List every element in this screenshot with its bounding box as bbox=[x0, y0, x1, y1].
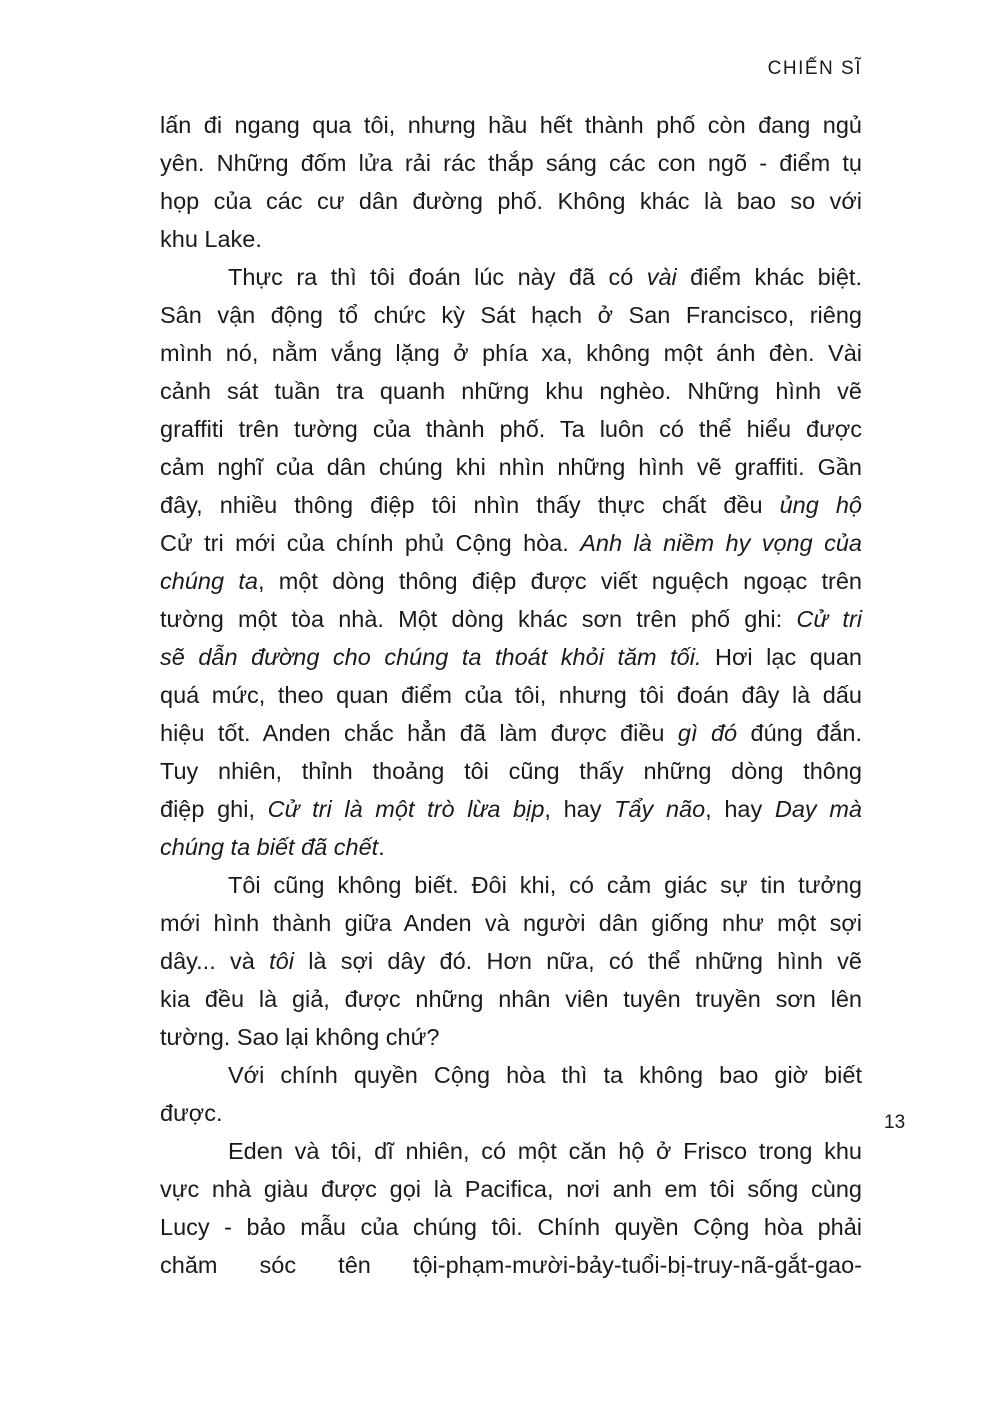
page-number: 13 bbox=[884, 1112, 906, 1133]
text-segment: . bbox=[378, 834, 385, 860]
italic-text: gì đó bbox=[677, 720, 738, 746]
text-line bbox=[160, 866, 862, 904]
text-segment: graffiti trên tường của thành phố. Ta luôn có thể hiểu được bbox=[160, 416, 862, 442]
text-segment: , hay bbox=[544, 796, 615, 822]
italic-text: Day mà bbox=[774, 796, 862, 822]
text-segment: cảm nghĩ của dân chúng khi nhìn những hình vẽ graffiti. Gần bbox=[160, 454, 862, 480]
text-line bbox=[160, 220, 862, 258]
text-segment: Tuy nhiên, thỉnh thoảng tôi cũng thấy những dòng thông bbox=[160, 758, 862, 784]
italic-text: Cử tri là một trò lừa bịp bbox=[267, 796, 545, 822]
text-line bbox=[160, 600, 862, 638]
text-segment: Với chính quyền Cộng hòa thì ta không bao giờ biết bbox=[228, 1062, 862, 1088]
text-segment: tường. Sao lại không chứ? bbox=[160, 1024, 440, 1050]
text-line bbox=[160, 334, 862, 372]
text-line bbox=[160, 638, 862, 676]
text-segment: quá mức, theo quan điểm của tôi, nhưng tôi đoán đây là dấu bbox=[160, 682, 862, 708]
italic-text: Anh là niềm hy vọng của bbox=[580, 530, 862, 556]
italic-text: Tẩy não bbox=[614, 796, 706, 822]
text-segment: được. bbox=[160, 1100, 223, 1126]
text-segment: khu Lake. bbox=[160, 226, 262, 252]
text-segment: họp của các cư dân đường phố. Không khác là bao so với bbox=[160, 188, 862, 214]
text-segment: Eden và tôi, dĩ nhiên, có một căn hộ ở Frisco trong khu bbox=[228, 1138, 862, 1164]
text-segment: Lucy - bảo mẫu của chúng tôi. Chính quyền Cộng hòa phải bbox=[160, 1214, 862, 1240]
italic-text: Cử tri bbox=[796, 606, 862, 632]
italic-text: chúng ta bbox=[160, 568, 258, 594]
text-line bbox=[160, 1056, 862, 1094]
italic-text: ủng hộ bbox=[779, 492, 862, 518]
text-segment: điệp ghi, bbox=[160, 796, 268, 822]
italic-text: tôi bbox=[269, 948, 294, 974]
text-segment: vực nhà giàu được gọi là Pacifica, nơi anh em tôi sống cùng bbox=[160, 1176, 862, 1202]
text-line bbox=[160, 980, 862, 1018]
text-line bbox=[160, 144, 862, 182]
text-segment: điểm khác biệt. bbox=[676, 264, 862, 290]
text-line bbox=[160, 296, 862, 334]
text-line bbox=[160, 1170, 862, 1208]
body-text bbox=[160, 106, 862, 1284]
text-segment: yên. Những đốm lửa rải rác thắp sáng các con ngõ - điểm tụ bbox=[160, 150, 862, 176]
text-segment: Cử tri mới của chính phủ Cộng hòa. bbox=[160, 530, 581, 556]
text-line bbox=[160, 942, 862, 980]
text-segment: Thực ra thì tôi đoán lúc này đã có bbox=[228, 264, 647, 290]
text-line bbox=[160, 182, 862, 220]
text-segment: là sợi dây đó. Hơn nữa, có thể những hình vẽ bbox=[293, 948, 862, 974]
text-segment: chăm sóc tên tội-phạm-mười-bảy-tuổi-bị-truy-nã-gắt-gao- bbox=[160, 1252, 862, 1278]
text-line bbox=[160, 1208, 862, 1246]
text-line bbox=[160, 752, 862, 790]
text-line bbox=[160, 372, 862, 410]
text-segment: Hơi lạc quan bbox=[701, 644, 863, 670]
text-line bbox=[160, 1018, 862, 1056]
running-header: CHIẾN SĨ bbox=[767, 58, 862, 79]
italic-text: vài bbox=[646, 264, 677, 290]
text-line bbox=[160, 486, 862, 524]
text-line bbox=[160, 410, 862, 448]
text-segment: hiệu tốt. Anden chắc hẳn đã làm được điều bbox=[160, 720, 678, 746]
text-segment: đây, nhiều thông điệp tôi nhìn thấy thực chất đều bbox=[160, 492, 780, 518]
text-segment: mình nó, nằm vắng lặng ở phía xa, không một ánh đèn. Vài bbox=[160, 340, 862, 366]
text-line bbox=[160, 106, 862, 144]
text-line bbox=[160, 828, 862, 866]
text-segment: đúng đắn. bbox=[737, 720, 862, 746]
text-line bbox=[160, 1246, 862, 1284]
italic-text: sẽ dẫn đường cho chúng ta thoát khỏi tăm tối. bbox=[160, 644, 702, 670]
text-segment: lấn đi ngang qua tôi, nhưng hầu hết thành phố còn đang ngủ bbox=[160, 112, 862, 138]
text-line bbox=[160, 524, 862, 562]
text-line bbox=[160, 904, 862, 942]
text-line bbox=[160, 1132, 862, 1170]
text-line bbox=[160, 676, 862, 714]
italic-text: chúng ta biết đã chết bbox=[160, 834, 379, 860]
text-segment: Tôi cũng không biết. Đôi khi, có cảm giác sự tin tưởng bbox=[228, 872, 862, 898]
text-line bbox=[160, 790, 862, 828]
text-line bbox=[160, 562, 862, 600]
text-segment: mới hình thành giữa Anden và người dân giống như một sợi bbox=[160, 910, 862, 936]
text-line bbox=[160, 258, 862, 296]
text-segment: , hay bbox=[705, 796, 775, 822]
text-line bbox=[160, 1094, 862, 1132]
text-segment: Sân vận động tổ chức kỳ Sát hạch ở San Francisco, riêng bbox=[160, 302, 862, 328]
text-line bbox=[160, 714, 862, 752]
text-segment: cảnh sát tuần tra quanh những khu nghèo. Những hình vẽ bbox=[160, 378, 862, 404]
text-line bbox=[160, 448, 862, 486]
text-segment: , một dòng thông điệp được viết nguệch ngoạc trên bbox=[257, 568, 863, 594]
text-segment: kia đều là giả, được những nhân viên tuyên truyền sơn lên bbox=[160, 986, 862, 1012]
text-segment: dây... và bbox=[160, 948, 270, 974]
text-segment: tường một tòa nhà. Một dòng khác sơn trên phố ghi: bbox=[160, 606, 797, 632]
